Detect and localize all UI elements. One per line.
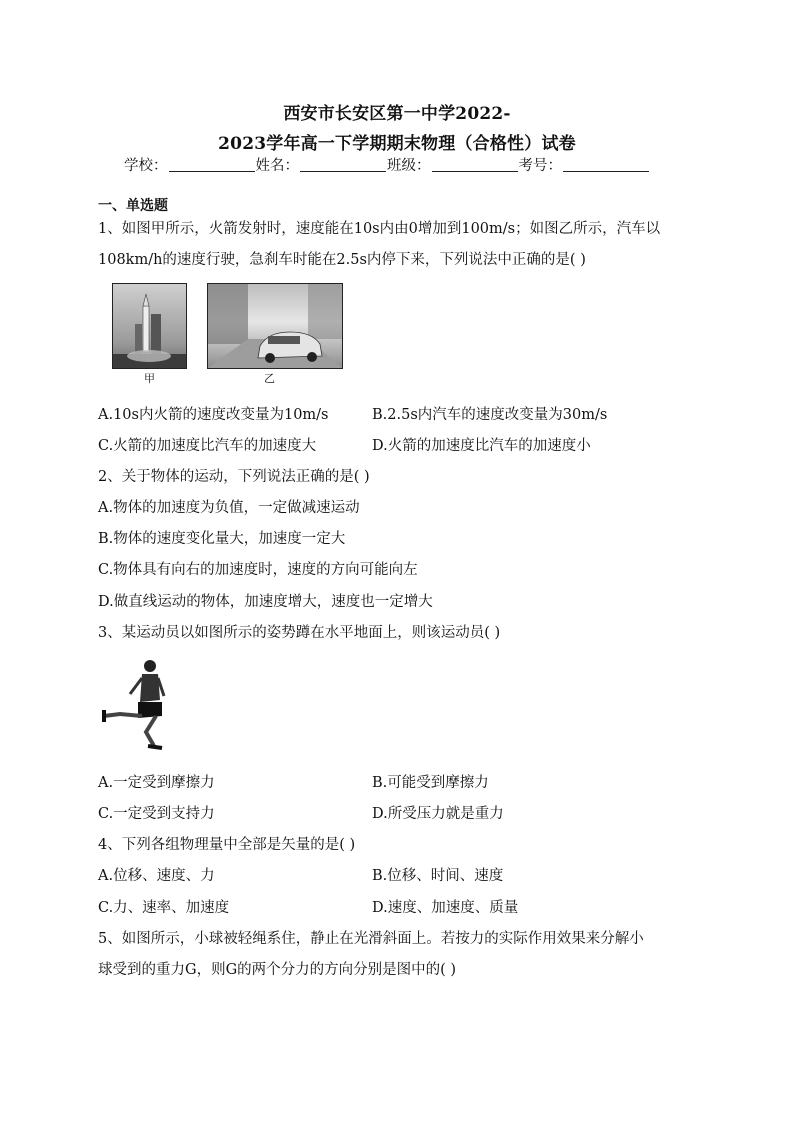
q2-option-b[interactable]: B.物体的速度变化量大，加速度一定大 bbox=[98, 531, 346, 547]
q1-option-c[interactable]: C.火箭的加速度比汽车的加速度大 bbox=[98, 438, 317, 454]
q5-stem-line-2: 球受到的重力G，则G的两个分力的方向分别是图中的( ) bbox=[98, 962, 457, 978]
rocket-launch-drawing bbox=[113, 284, 186, 368]
q2-option-d[interactable]: D.做直线运动的物体，加速度增大，速度也一定增大 bbox=[98, 594, 433, 610]
q2-stem: 2、关于物体的运动，下列说法正确的是( ) bbox=[98, 469, 370, 485]
q3-stem: 3、某运动员以如图所示的姿势蹲在水平地面上，则该运动员( ) bbox=[98, 625, 501, 641]
car-braking-image bbox=[207, 283, 343, 369]
q4-stem: 4、下列各组物理量中全部是矢量的是( ) bbox=[98, 837, 356, 853]
exam-title-line-1: 西安市长安区第一中学2022- bbox=[283, 104, 511, 124]
q1-stem-line-1: 1、如图甲所示，火箭发射时，速度能在10s内由0增加到100m/s；如图乙所示，汽车以 bbox=[98, 221, 661, 237]
name-blank[interactable] bbox=[300, 158, 386, 172]
q3-option-c[interactable]: C.一定受到支持力 bbox=[98, 806, 215, 822]
q1-stem-line-2: 108km/h的速度行驶，急刹车时能在2.5s内停下来，下列说法中正确的是( ) bbox=[98, 252, 586, 268]
name-label: 姓名： bbox=[255, 158, 299, 174]
q1-option-a[interactable]: A.10s内火箭的速度改变量为10m/s bbox=[98, 407, 329, 423]
q4-option-d[interactable]: D.速度、加速度、质量 bbox=[372, 900, 519, 916]
exam-no-label: 考号： bbox=[518, 158, 562, 174]
class-blank[interactable] bbox=[432, 158, 518, 172]
q2-option-a[interactable]: A.物体的加速度为负值，一定做减速运动 bbox=[98, 500, 360, 516]
q3-option-a[interactable]: A.一定受到摩擦力 bbox=[98, 775, 215, 791]
school-label: 学校： bbox=[124, 158, 168, 174]
figure-caption-jia: 甲 bbox=[144, 372, 155, 385]
q5-stem-line-1: 5、如图所示，小球被轻绳系住，静止在光滑斜面上。若按力的实际作用效果来分解小 bbox=[98, 931, 644, 947]
q2-option-c[interactable]: C.物体具有向右的加速度时，速度的方向可能向左 bbox=[98, 562, 418, 578]
q1-option-d[interactable]: D.火箭的加速度比汽车的加速度小 bbox=[372, 438, 591, 454]
student-info-row bbox=[124, 154, 650, 175]
q1-option-b[interactable]: B.2.5s内汽车的速度改变量为30m/s bbox=[372, 407, 608, 423]
q4-option-a[interactable]: A.位移、速度、力 bbox=[98, 868, 215, 884]
rocket-launch-image bbox=[112, 283, 187, 369]
section-title: 一、单选题 bbox=[98, 198, 168, 214]
q3-option-b[interactable]: B.可能受到摩擦力 bbox=[372, 775, 489, 791]
exam-no-blank[interactable] bbox=[563, 158, 649, 172]
squatting-athlete-image bbox=[100, 658, 172, 754]
q3-option-d[interactable]: D.所受压力就是重力 bbox=[372, 806, 504, 822]
q4-option-c[interactable]: C.力、速率、加速度 bbox=[98, 900, 230, 916]
figure-caption-yi: 乙 bbox=[264, 372, 275, 385]
exam-title-line-2: 2023学年高一下学期期末物理（合格性）试卷 bbox=[218, 134, 576, 154]
car-braking-drawing bbox=[208, 284, 342, 368]
school-blank[interactable] bbox=[169, 158, 255, 172]
q4-option-b[interactable]: B.位移、时间、速度 bbox=[372, 868, 504, 884]
class-label: 班级： bbox=[387, 158, 431, 174]
